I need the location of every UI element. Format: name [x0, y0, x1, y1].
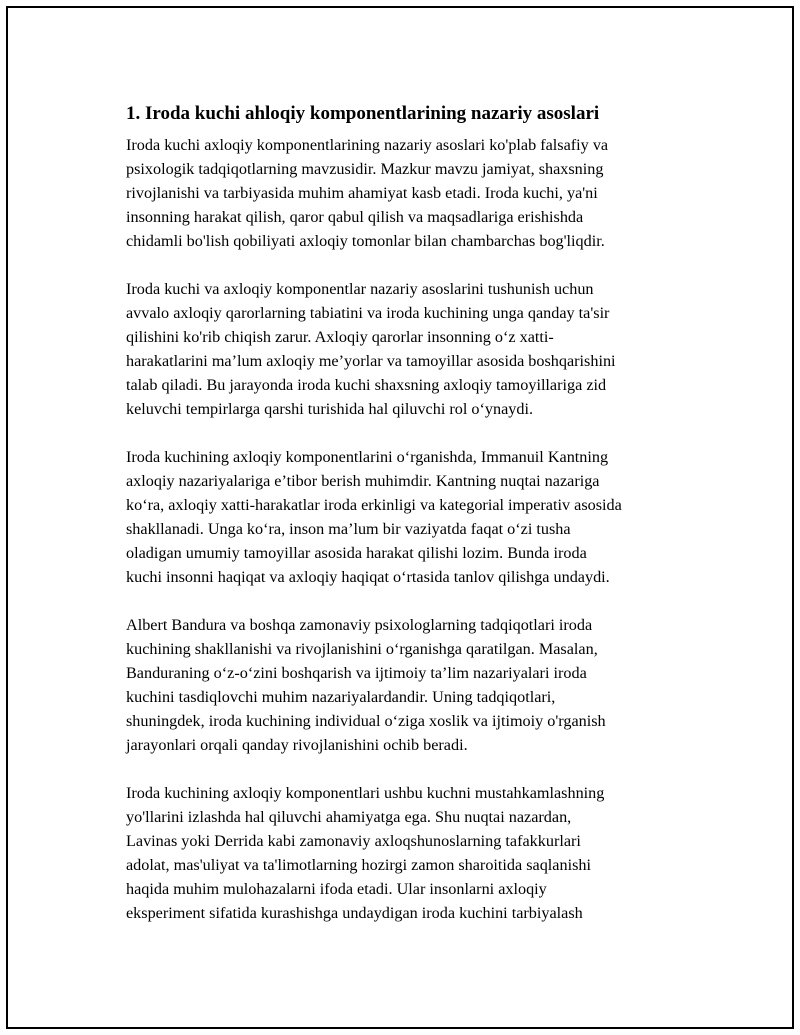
paragraph-line: eksperiment sifatida kurashishga undaydigan iroda kuchini tarbiyalash [126, 904, 583, 922]
paragraph-line: oladigan umumiy tamoyillar asosida harakat qilishi lozim. Bunda iroda [126, 544, 587, 562]
paragraph-5 [126, 781, 696, 925]
paragraph-line: shuningdek, iroda kuchining individual o‘ziga xoslik va ijtimoiy o'rganish [126, 712, 606, 730]
paragraph-line: Banduraning o‘z-o‘zini boshqarish va ijtimoiy ta’lim nazariyalari iroda [126, 664, 587, 682]
paragraph-line: rivojlanishi va tarbiyasida muhim ahamiyat kasb etadi. Iroda kuchi, ya'ni [126, 184, 598, 202]
paragraph-3 [126, 445, 696, 589]
paragraph-line: yo'llarini izlashda hal qiluvchi ahamiyatga ega. Shu nuqtai nazardan, [126, 808, 572, 826]
paragraph-1 [126, 133, 696, 253]
document-body [126, 101, 696, 949]
paragraph-line: kuchi insonni haqiqat va axloqiy haqiqat o‘rtasida tanlov qilishga undaydi. [126, 568, 610, 586]
paragraph-line: Iroda kuchining axloqiy komponentlarini o‘rganishda, Immanuil Kantning [126, 448, 609, 466]
paragraph-4 [126, 613, 696, 757]
paragraph-line: kuchini tasdiqlovchi muhim nazariyalardandir. Uning tadqiqotlari, [126, 688, 556, 706]
paragraph-line: Albert Bandura va boshqa zamonaviy psixologlarning tadqiqotlari iroda [126, 616, 593, 634]
paragraph-line: avvalo axloqiy qarorlarning tabiatini va iroda kuchining unga qanday ta'sir [126, 304, 610, 322]
paragraph-line: harakatlarini ma’lum axloqiy me’yorlar va tamoyillar asosida boshqarishini [126, 352, 616, 370]
paragraph-line: adolat, mas'uliyat va ta'limotlarning hozirgi zamon sharoitida saqlanishi [126, 856, 591, 874]
section-heading: 1. Iroda kuchi ahloqiy komponentlarining nazariy asoslari [126, 103, 600, 124]
paragraph-line: chidamli bo'lish qobiliyati axloqiy tomonlar bilan chambarchas bog'liqdir. [126, 232, 605, 250]
paragraph-line: keluvchi tempirlarga qarshi turishida hal qiluvchi rol o‘ynaydi. [126, 400, 533, 418]
paragraph-line: shakllanadi. Unga ko‘ra, inson ma’lum bir vaziyatda faqat o‘zi tusha [126, 520, 571, 538]
paragraph-line: ko‘ra, axloqiy xatti-harakatlar iroda erkinligi va kategorial imperativ asosida [126, 496, 622, 514]
paragraph-line: insonning harakat qilish, qaror qabul qilish va maqsadlariga erishishda [126, 208, 584, 226]
page-frame [6, 6, 794, 1029]
paragraph-line: Iroda kuchi axloqiy komponentlarining nazariy asoslari ko'plab falsafiy va [126, 136, 609, 154]
paragraph-line: Lavinas yoki Derrida kabi zamonaviy axloqshunoslarning tafakkurlari [126, 832, 581, 850]
paragraph-line: jarayonlari orqali qanday rivojlanishini ochib beradi. [126, 736, 468, 754]
paragraph-line: axloqiy nazariyalariga e’tibor berish muhimdir. Kantning nuqtai nazariga [126, 472, 600, 490]
paragraph-line: haqida muhim mulohazalarni ifoda etadi. Ular insonlarni axloqiy [126, 880, 547, 898]
paragraph-line: Iroda kuchining axloqiy komponentlari ushbu kuchni mustahkamlashning [126, 784, 605, 802]
paragraph-line: Iroda kuchi va axloqiy komponentlar nazariy asoslarini tushunish uchun [126, 280, 594, 298]
paragraph-line: talab qiladi. Bu jarayonda iroda kuchi shaxsning axloqiy tamoyillariga zid [126, 376, 607, 394]
paragraph-line: psixologik tadqiqotlarning mavzusidir. Mazkur mavzu jamiyat, shaxsning [126, 160, 604, 178]
paragraph-line: kuchining shakllanishi va rivojlanishini o‘rganishga qaratilgan. Masalan, [126, 640, 598, 658]
paragraph-2 [126, 277, 696, 421]
paragraph-line: qilishini ko'rib chiqish zarur. Axloqiy qarorlar insonning o‘z xatti- [126, 328, 554, 346]
